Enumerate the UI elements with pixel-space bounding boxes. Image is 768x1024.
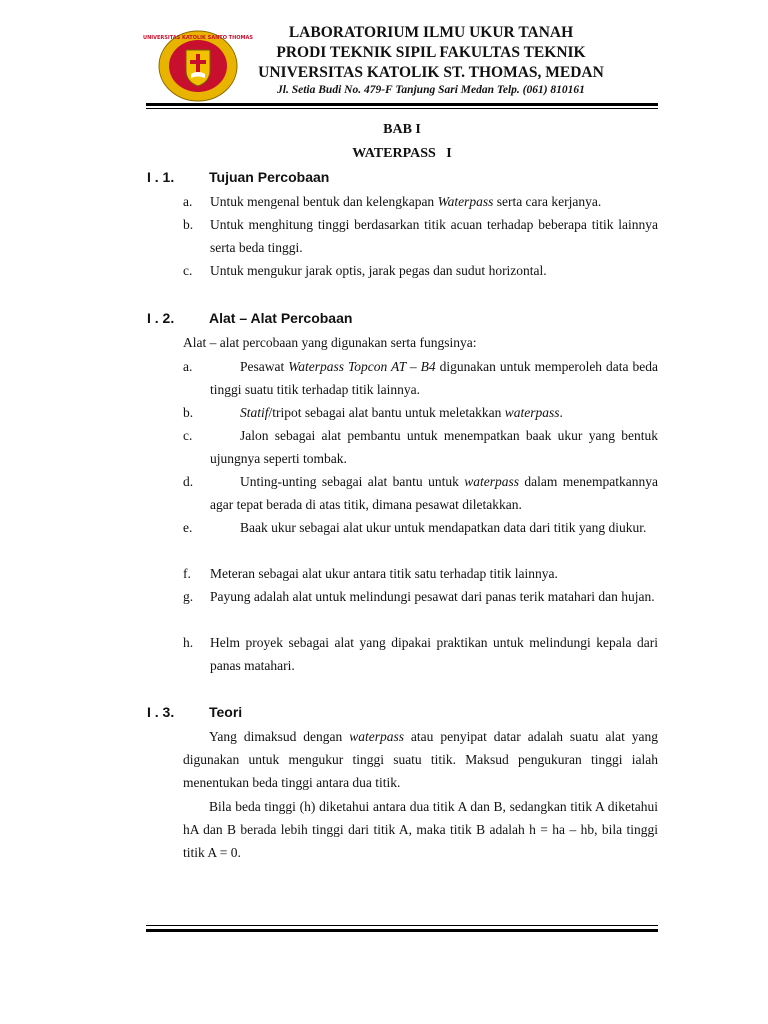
section-title: Alat – Alat Percobaan (209, 310, 353, 326)
list-item: a. Pesawat Waterpass Topcon AT – B4 digunakan untuk memperoleh data beda tinggi suatu titik terhadap titik lainnya. (183, 359, 658, 397)
list-letter: c. (183, 263, 193, 278)
list-item (183, 213, 658, 259)
footer-rule-thick (146, 929, 658, 932)
teori-paragraph-2: Bila beda tinggi (h) diketahui antara dua titik A dan B, sedangkan titik A diketahui hA dan B berada lebih tinggi dari titik A, maka titik B adalah h = ha – hb, bila tinggi titik A = 0. (183, 799, 658, 860)
teori-paragraph-1: Yang dimaksud dengan waterpass atau penyipat datar adalah suatu alat yang digunakan untuk mengukur tinggi suatu titik. Maksud pengukuran tinggi ialah menentukan beda tinggi antara dua titik. (183, 729, 659, 790)
section-number: I . 1. (147, 169, 175, 185)
section-heading-teori (147, 704, 242, 720)
header-line-3: UNIVERSITAS KATOLIK ST. THOMAS, MEDAN (258, 64, 604, 81)
list-item: g. Payung adalah alat untuk melindungi pesawat dari panas terik matahari dan hujan. (183, 589, 655, 604)
section-title: Teori (209, 704, 243, 720)
list-item: h. Helm proyek sebagai alat yang dipakai praktikan untuk melindungi kepala dari panas matahari. (183, 635, 658, 673)
section-number: I . 2. (147, 310, 175, 326)
list-text: Untuk mengukur jarak optis, jarak pegas dan sudut horizontal. (210, 263, 547, 278)
chapter-title: WATERPASS I (352, 146, 452, 161)
section-heading-tujuan (147, 169, 329, 185)
list-letter: a. (183, 194, 193, 209)
list-item (183, 259, 658, 282)
section-number: I . 3. (147, 704, 175, 720)
header-address: Jl. Setia Budi No. 479-F Tanjung Sari Medan Telp. (061) 810161 (277, 84, 585, 96)
list-item: f. Meteran sebagai alat ukur antara titik satu terhadap titik lainnya. (183, 566, 558, 581)
logo-ring-text: UNIVERSITAS KATOLIK SANTO THOMAS (143, 35, 253, 41)
footer-rule-thin (146, 925, 658, 926)
header-rule-thick (146, 103, 658, 106)
alat-intro: Alat – alat percobaan yang digunakan serta fungsinya: (183, 335, 477, 350)
header-rule-thin (146, 108, 658, 109)
university-logo (143, 30, 253, 102)
section-heading-alat (147, 310, 352, 326)
list-item: a. Untuk mengenal bentuk dan kelengkapan Waterpass serta cara kerjanya. (183, 190, 658, 213)
list-letter: b. (183, 217, 194, 232)
header-line-2: PRODI TEKNIK SIPIL FAKULTAS TEKNIK (276, 44, 586, 61)
header-line-1: LABORATORIUM ILMU UKUR TANAH (288, 24, 574, 41)
list-item: b. Statif/tripot sebagai alat bantu untuk meletakkan waterpass. (183, 405, 563, 420)
list-item: c. Jalon sebagai alat pembantu untuk menempatkan baak ukur yang bentuk ujungnya seperti tombak. (183, 428, 658, 466)
chapter-label: BAB I (383, 122, 421, 137)
list-text: Untuk menghitung tinggi berdasarkan titik acuan terhadap beberapa titik lainnya serta beda tinggi. (210, 217, 658, 255)
list-item: d. Unting-unting sebagai alat bantu untuk waterpass dalam menempatkannya agar tepat berada di atas titik, dimana pesawat diletakkan. (183, 474, 658, 512)
section-title: Tujuan Percobaan (209, 169, 330, 185)
list-item: e. Baak ukur sebagai alat ukur untuk mendapatkan data dari titik yang diukur. (183, 520, 647, 535)
